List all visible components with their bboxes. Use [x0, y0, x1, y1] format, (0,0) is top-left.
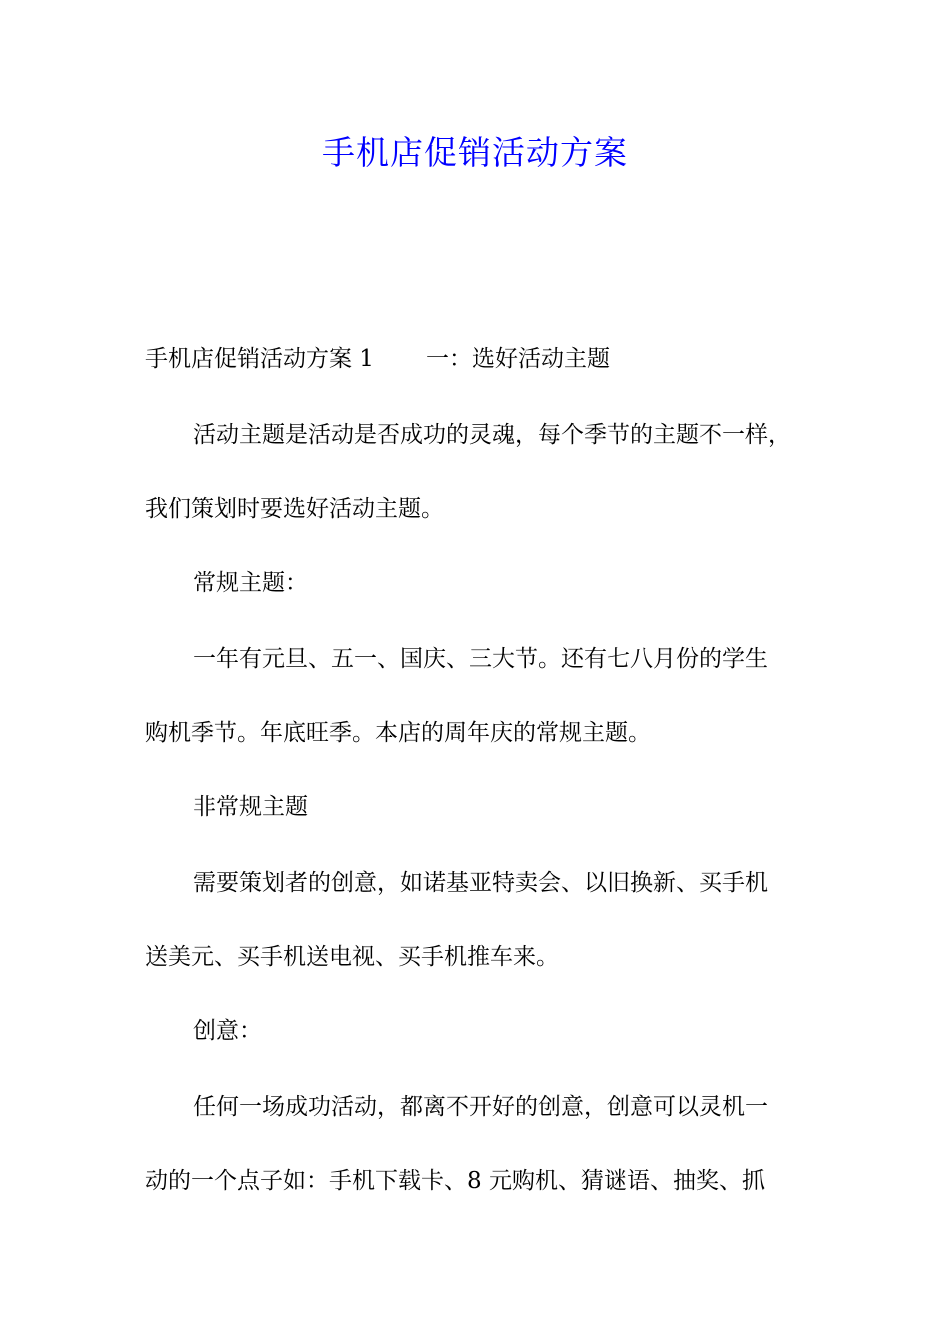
- paragraph-line: 需要策划者的创意，如诺基亚特卖会、以旧换新、买手机: [193, 870, 768, 896]
- paragraph-line: 任何一场成功活动，都离不开好的创意，创意可以灵机一: [193, 1094, 768, 1120]
- paragraph-line: 送美元、买手机送电视、买手机推车来。: [145, 944, 559, 970]
- section-heading-doc-label: 手机店促销活动方案 1: [145, 346, 374, 372]
- section-heading-topic: 一：选好活动主题: [425, 346, 610, 372]
- section-heading: [145, 344, 815, 374]
- paragraph-line: 活动主题是活动是否成功的灵魂，每个季节的主题不一样，: [193, 422, 791, 448]
- paragraph-line: 创意：: [193, 1018, 262, 1044]
- paragraph-line: 动的一个点子如：手机下载卡、8 元购机、猜谜语、抽奖、抓: [145, 1168, 765, 1194]
- paragraph-line: 一年有元旦、五一、国庆、三大节。还有七八月份的学生: [193, 646, 768, 672]
- paragraph-line: 我们策划时要选好活动主题。: [145, 496, 444, 522]
- paragraph-line: 购机季节。年底旺季。本店的周年庆的常规主题。: [145, 720, 651, 746]
- paragraph-line: 常规主题：: [193, 570, 308, 596]
- paragraph-line: 非常规主题: [193, 794, 308, 820]
- document-title: 手机店促销活动方案: [322, 133, 628, 172]
